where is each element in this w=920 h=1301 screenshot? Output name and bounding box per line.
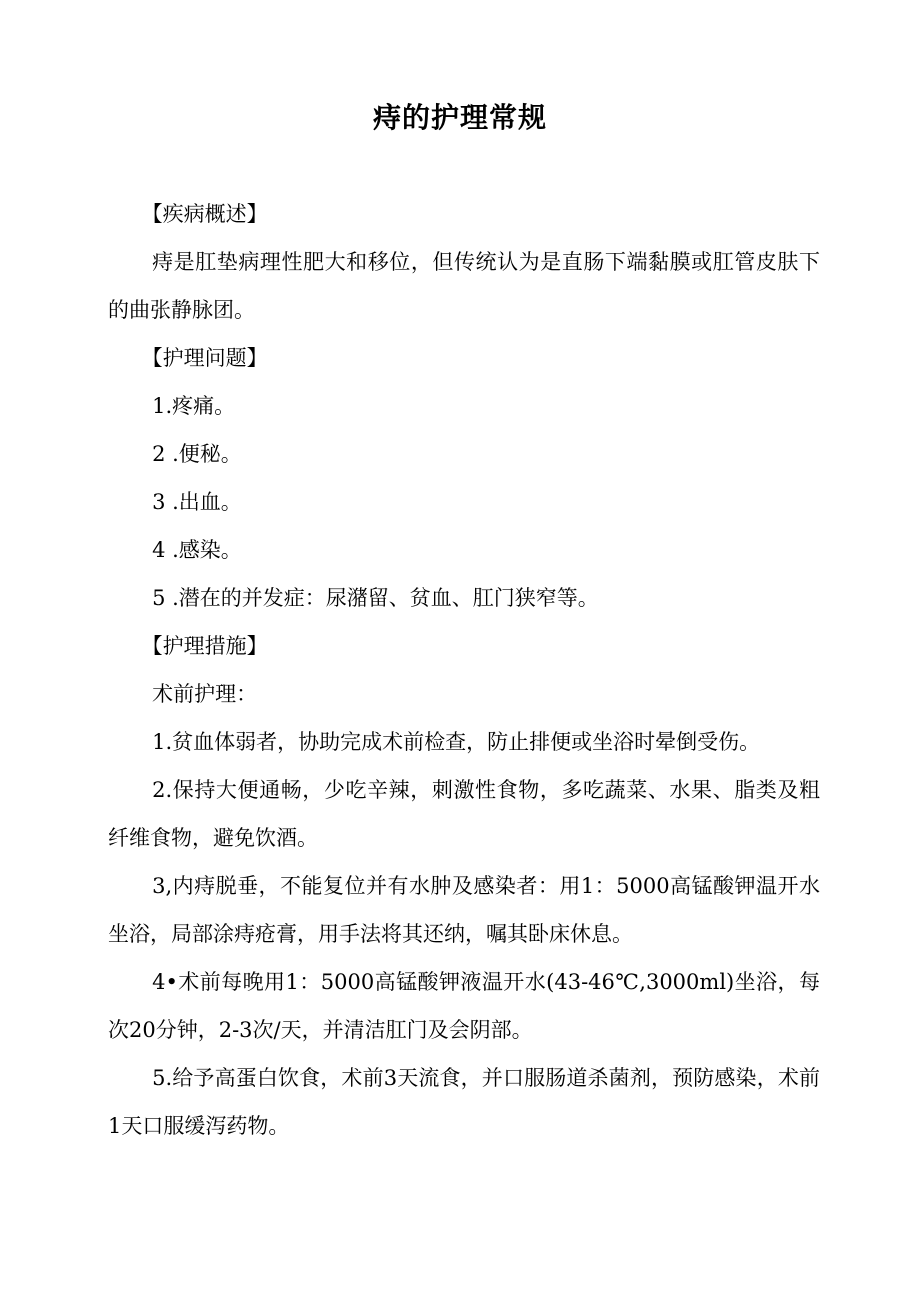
problem-item: 4 .感染。 <box>152 538 242 562</box>
problem-item: 2 .便秘。 <box>152 442 242 466</box>
section-heading-problems: 【护理问题】 <box>141 346 268 370</box>
preop-label: 术前护理： <box>152 682 258 706</box>
problem-item: 1.疼痛。 <box>152 394 236 418</box>
section-heading-overview: 【疾病概述】 <box>141 202 268 226</box>
problem-item: 5 .潜在的并发症：尿潴留、贫血、肛门狭窄等。 <box>152 586 599 610</box>
measure-item: 5.给予高蛋白饮食，术前3天流食，并口服肠道杀菌剂，预防感染，术前1天口服缓泻药物。 <box>108 1066 820 1138</box>
measure-item: 3,内痔脱垂，不能复位并有水肿及感染者：用1：5000高锰酸钾温开水坐浴，局部涂痔疮膏，用手法将其还纳，嘱其卧床休息。 <box>108 874 820 946</box>
measure-item: 2.保持大便通畅，少吃辛辣，刺激性食物，多吃蔬菜、水果、脂类及粗纤维食物，避免饮酒。 <box>108 778 820 850</box>
measure-item: 1.贫血体弱者，协助完成术前检查，防止排便或坐浴时晕倒受伤。 <box>152 730 761 754</box>
document-body <box>108 190 820 1150</box>
problem-item: 3 .出血。 <box>152 490 242 514</box>
section-heading-measures: 【护理措施】 <box>141 634 268 658</box>
measure-item: 4•术前每晚用1：5000高锰酸钾液温开水(43-46℃,3000ml)坐浴，每次20分钟，2-3次/天，并清洁肛门及会阴部。 <box>108 970 820 1042</box>
document-title: 痔的护理常规 <box>372 101 547 134</box>
overview-paragraph: 痔是肛垫病理性肥大和移位，但传统认为是直肠下端黏膜或肛管皮肤下的曲张静脉团。 <box>108 250 820 322</box>
